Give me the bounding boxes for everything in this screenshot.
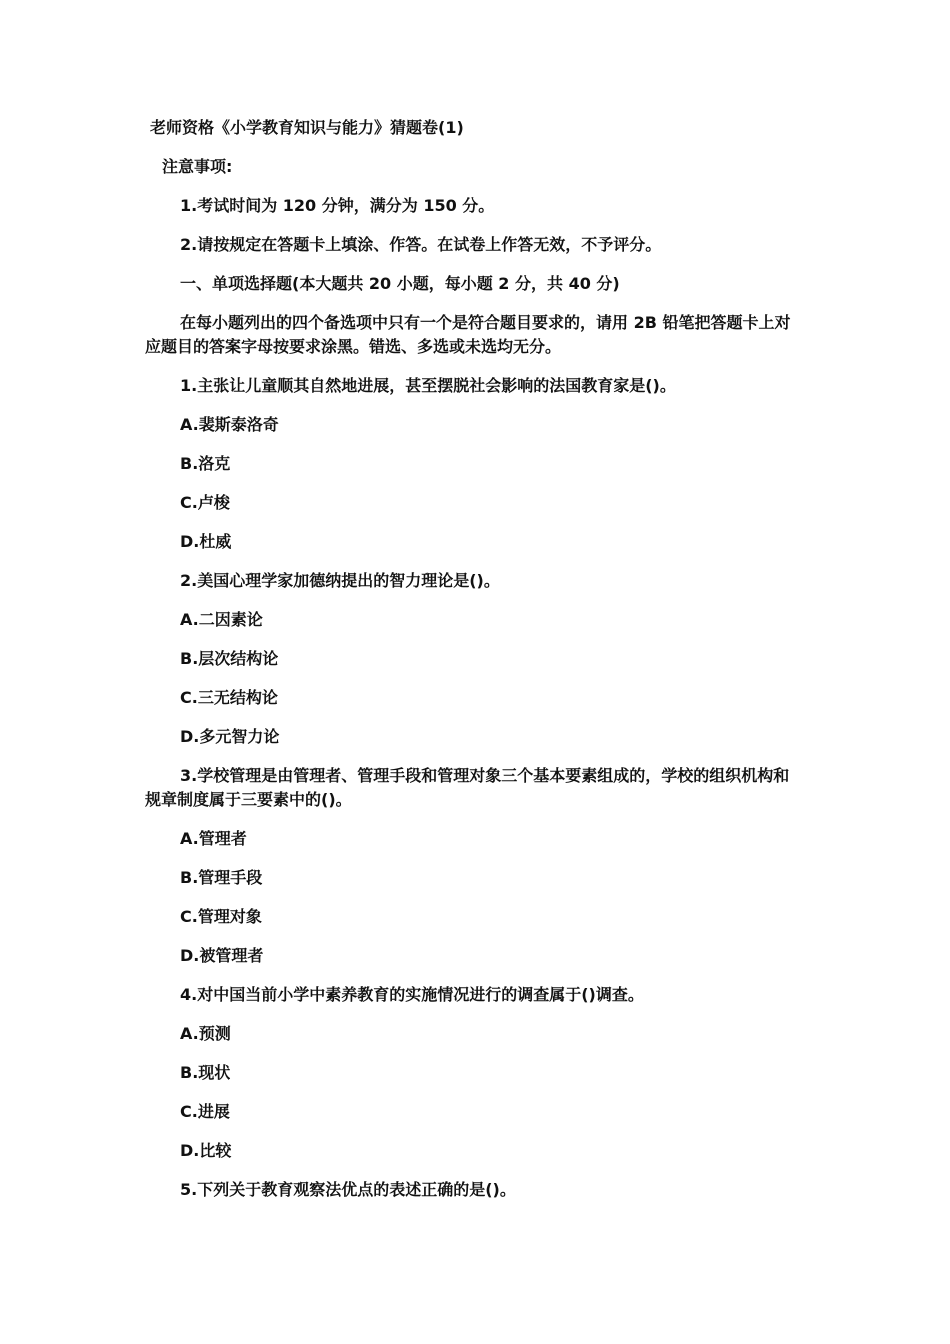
question-4-option-a: A.预测: [180, 1024, 231, 1043]
question-3-option-b: B.管理手段: [180, 868, 263, 887]
document-title: 老师资格《小学教育知识与能力》猜题卷(1): [150, 118, 464, 137]
question-4-option-d: D.比较: [180, 1141, 232, 1160]
question-1-stem: 1.主张让儿童顺其自然地进展，甚至摆脱社会影响的法国教育家是()。: [180, 376, 676, 395]
notice-item-2: 2.请按规定在答题卡上填涂、作答。在试卷上作答无效，不予评分。: [180, 235, 662, 254]
question-2-option-d: D.多元智力论: [180, 727, 280, 746]
question-3-stem: 3.学校管理是由管理者、管理手段和管理对象三个基本要素组成的，学校的组织机构和规章制度属于三要素中的()。: [145, 766, 790, 809]
question-3-option-a: A.管理者: [180, 829, 247, 848]
section-instruction: 在每小题列出的四个备选项中只有一个是符合题目要求的，请用 2B 铅笔把答题卡上对应题目的答案字母按要求涂黑。错选、多选或未选均无分。: [145, 313, 791, 356]
section-heading: 一、单项选择题(本大题共 20 小题，每小题 2 分，共 40 分): [180, 274, 620, 293]
question-4-stem: 4.对中国当前小学中素养教育的实施情况进行的调查属于()调查。: [180, 985, 644, 1004]
question-3-option-d: D.被管理者: [180, 946, 264, 965]
question-2-stem: 2.美国心理学家加德纳提出的智力理论是()。: [180, 571, 500, 590]
question-1-option-d: D.杜威: [180, 532, 232, 551]
question-5-stem: 5.下列关于教育观察法优点的表述正确的是()。: [180, 1180, 516, 1199]
notice-item-1: 1.考试时间为 120 分钟，满分为 150 分。: [180, 196, 495, 215]
question-2-option-c: C.三无结构论: [180, 688, 278, 707]
question-4-option-c: C.进展: [180, 1102, 230, 1121]
question-4-option-b: B.现状: [180, 1063, 231, 1082]
question-1-option-c: C.卢梭: [180, 493, 230, 512]
question-2-option-a: A.二因素论: [180, 610, 263, 629]
question-2-option-b: B.层次结构论: [180, 649, 279, 668]
notice-heading: 注意事项:: [162, 157, 233, 176]
question-1-option-b: B.洛克: [180, 454, 231, 473]
question-1-option-a: A.裴斯泰洛奇: [180, 415, 279, 434]
question-3-option-c: C.管理对象: [180, 907, 262, 926]
